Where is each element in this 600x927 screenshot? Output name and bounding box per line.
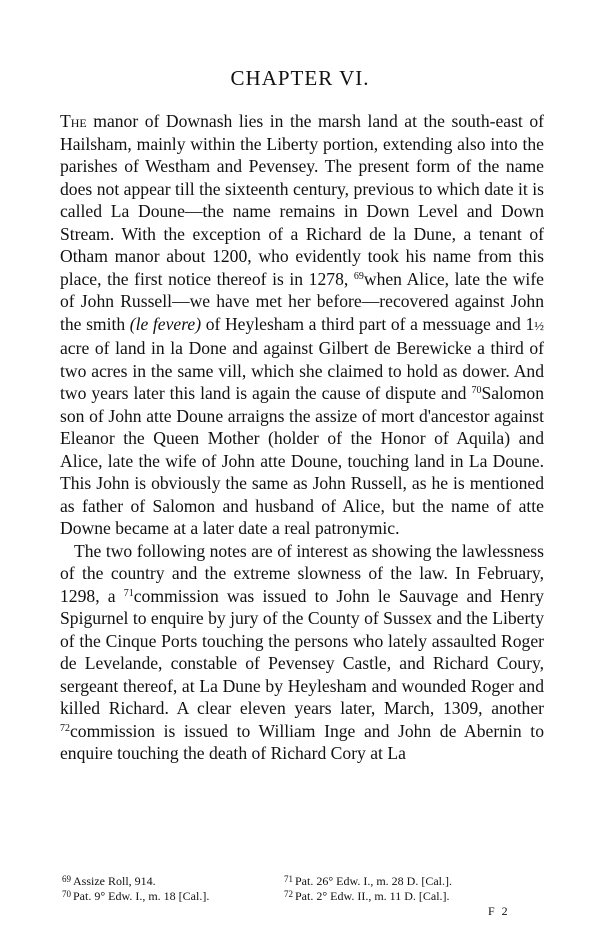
chapter-heading: CHAPTER VI.	[230, 66, 370, 90]
p1-italic-phrase: (le fevere)	[129, 313, 202, 334]
footnote-text: Assize Roll, 914.	[73, 874, 156, 888]
footnote-ref-70[interactable]: 70	[471, 385, 482, 396]
fraction-half: ½	[534, 317, 544, 333]
footnote-ref-71[interactable]: 71	[123, 587, 134, 599]
paragraph-lead-word: The	[60, 111, 87, 131]
footnote-number: 72	[284, 889, 293, 899]
footnote-70	[62, 887, 209, 904]
p2-text-b: commission was issued to John le Sauvage and Henry Spigurnel to enquire by jury of the County of Sussex and the Liberty of the Cinque Ports touching the persons who lately assaulted Roger de Levelande, constable of Pevensey Castle, and Richard Coury, sergeant thereof, at La Dune by Heylesham and wounded Roger and killed Richard. A clear eleven years later, March, 1309, another	[60, 585, 544, 718]
main-text	[60, 110, 544, 765]
p2-text-a: The two following notes are of interest as showing the lawlessness of the country and the extreme slowness of the law. In February, 1298, a	[60, 540, 544, 606]
footnote-text: Pat. 26° Edw. I., m. 28 D. [Cal.].	[295, 874, 453, 888]
footnote-number: 71	[284, 874, 293, 884]
p1-text-a: manor of Downash lies in the marsh land at the south-east of Hailsham, mainly within the Liberty portion, extending also into the parishes of Westham and Pevensey. The present form of the name does not appear till the sixteenth century, previous to which date it is called La Doune—the name remains in Down Level and Down Stream. With the exception of a Richard de la Dune, a tenant of Otham manor about 1200, who evidently took his name from this place, the first notice thereof is in 1278,	[60, 111, 544, 289]
footnote-text: Pat. 2° Edw. II., m. 11 D. [Cal.].	[295, 889, 450, 903]
footnote-text: Pat. 9° Edw. I., m. 18 [Cal.].	[73, 889, 210, 903]
p1-text-e: Salomon son of John atte Doune arraigns the assize of mort d'ancestor against Eleanor the Queen Mother (holder of the Honor of Aquila) and Alice, late the wife of John atte Doune, touching land in La Doune. This John is obviously the same as John Russell, as he is mentioned as father of Salomon and husband of Alice, but the name of atte Downe became at a later date a real patronymic.	[60, 383, 544, 538]
paragraph-2	[60, 540, 544, 765]
p1-text-b: when Alice, late the wife of John Russell—we have met her before—recovered against John the smith	[60, 268, 544, 334]
footnote-ref-72[interactable]: 72	[60, 722, 70, 734]
p1-text-d: acre of land in la Done and against Gilbert de Berewicke a third of two acres in the same vill, which she claimed to hold as dower. And two years later this land is again the cause of dispute and	[60, 338, 544, 403]
p2-text-c: commission is issued to William Inge and John de Abernin to enquire touching the death of Richard Cory at La	[60, 720, 544, 763]
signature-mark: F 2	[488, 904, 510, 918]
footnote-ref-69[interactable]: 69	[353, 270, 364, 282]
paragraph-1	[60, 110, 544, 540]
footnote-number: 69	[62, 874, 71, 884]
footnote-72	[284, 887, 450, 904]
p1-text-c: of Heylesham a third part of a messuage and 1	[201, 313, 535, 334]
footnote-number: 70	[62, 889, 71, 899]
